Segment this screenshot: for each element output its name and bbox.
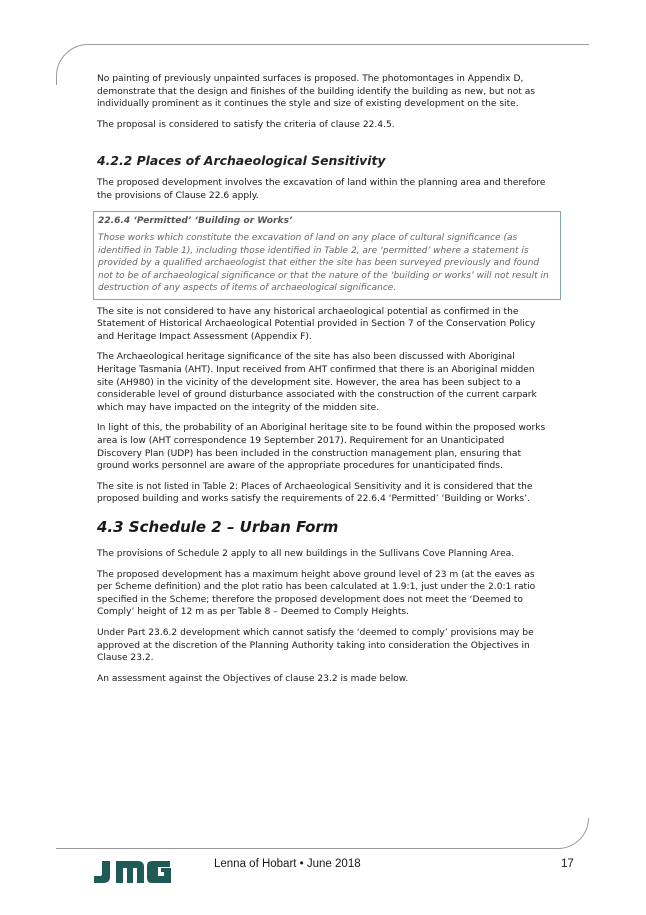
- body-paragraph: The proposal is considered to satisfy the criteria of clause 22.4.5.: [97, 119, 395, 130]
- page-frame-bottom: [56, 818, 589, 849]
- page-number: 17: [561, 858, 574, 870]
- clause-quote-title: 22.6.4 ‘Permitted’ ‘Building or Works’: [98, 215, 293, 226]
- body-paragraph: An assessment against the Objectives of clause 23.2 is made below.: [97, 673, 409, 684]
- section-heading-4-3: 4.3 Schedule 2 – Urban Form: [97, 517, 339, 536]
- body-paragraph: The Archaeological heritage significance of the site has also been discussed with Aboriginal Heritage Tasmania (AHT). Input received from AHT confirmed that there is an Aboriginal midden site (AH980) in the vicinity of the development site. However, the area has been subject to a considerable level of ground disturbance associated with the construction of the current carpark which may have impacted on the integrity of the midden site.: [97, 352, 537, 413]
- body-paragraph: The site is not listed in Table 2: Places of Archaeological Sensitivity and it is considered that the proposed building and works satisfy the requirements of 22.6.4 ‘Permitted’ ‘Building or Works’.: [97, 481, 533, 505]
- footer-document-title: Lenna of Hobart • June 2018: [214, 858, 361, 870]
- jmg-logo: [92, 859, 174, 885]
- body-paragraph: The provisions of Schedule 2 apply to all new buildings in the Sullivans Cove Planning Area.: [97, 548, 515, 559]
- section-heading-4-2-2: 4.2.2 Places of Archaeological Sensitivity: [97, 153, 386, 169]
- clause-quote-box: [93, 211, 561, 300]
- body-paragraph: The proposed development has a maximum height above ground level of 23 m (at the eaves as per Scheme definition) and the plot ratio has been calculated at 1.9:1, just under the 2.0:1 ratio specified in the Scheme; therefore the proposed development does not meet the ‘Deemed to Comply’ height of 12 m as per Table 8 – Deemed to Comply Heights.: [97, 569, 536, 618]
- body-paragraph: No painting of previously unpainted surfaces is proposed. The photomontages in Appendix D, demonstrate that the design and finishes of the building identify the building as new, but not as individually prominent as it continues the style and size of existing development on the site.: [97, 74, 536, 110]
- body-paragraph: The site is not considered to have any historical archaeological potential as confirmed in the Statement of Historical Archaeological Potential provided in Section 7 of the Conservation Policy and Heritage Impact Assessment (Appendix F).: [97, 306, 536, 342]
- body-paragraph: Under Part 23.6.2 development which cannot satisfy the ‘deemed to comply’ provisions may be approved at the discretion of the Planning Authority taking into consideration the Objectives in Clause 23.2.: [97, 627, 534, 664]
- body-paragraph: In light of this, the probability of an Aboriginal heritage site to be found within the proposed works area is low (AHT correspondence 19 September 2017). Requirement for an Unanticipated Discovery Plan (UDP) has been included in the construction management plan, ensuring that ground works personnel are aware of the appropriate procedures for unanticipated finds.: [97, 423, 546, 472]
- clause-quote-text: Those works which constitute the excavation of land on any place of cultural significance (as identified in Table 1), including those identified in Table 2, are ‘permitted’ where a statement is provided by a qualified archaeologist that either the site has been surveyed previously and found not to be of archaeological significance or that the nature of the ‘building or works’ will not result in destruction of any aspects of items of archaeological significance.: [98, 233, 549, 294]
- page-content: [97, 73, 552, 693]
- body-paragraph: The proposed development involves the excavation of land within the planning area and therefore the provisions of Clause 22.6 apply.: [97, 178, 546, 201]
